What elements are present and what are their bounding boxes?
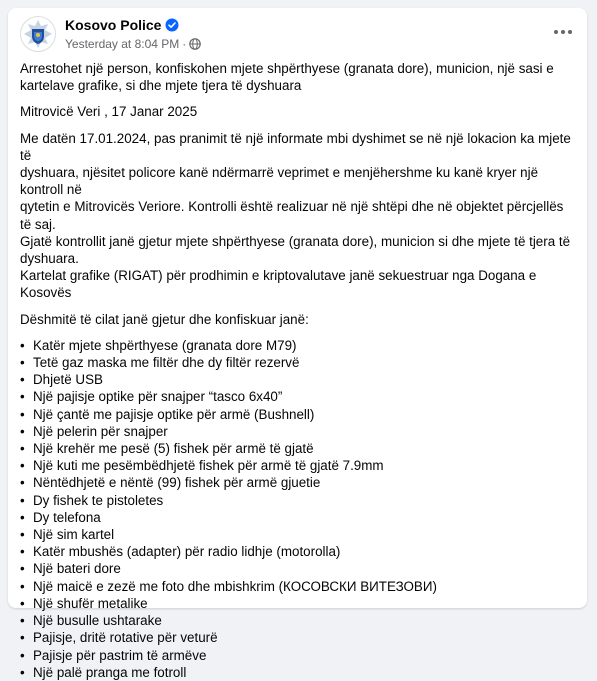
more-options-icon[interactable]: [551, 20, 575, 44]
body-line: Me datën 17.01.2024, pas pranimit të një informate mbi dyshimet se në një lokacion ka mjete të: [20, 130, 571, 163]
body-line: Kartelat grafike (RIGAT) për prodhimin e kriptovalutave janë sekuestruar nga Dogana e Kosovës: [20, 268, 537, 301]
bullet-icon: •: [20, 630, 25, 646]
bullet-icon: •: [20, 613, 25, 629]
list-item-text: Një busulle ushtarake: [33, 613, 162, 629]
list-item-text: Katër mbushës (adapter) për radio lidhje (motorolla): [33, 544, 341, 560]
post-meta: [65, 36, 201, 52]
list-item: [20, 509, 578, 526]
list-item-text: Një krehër me pesë (5) fishek për armë të gjatë: [33, 441, 314, 457]
list-item-text: Pajisje, dritë rotative për veturë: [33, 630, 218, 646]
list-item: [20, 629, 578, 646]
bullet-icon: •: [20, 509, 25, 525]
list-item: [20, 664, 578, 681]
list-item: [20, 526, 578, 543]
list-item: [20, 560, 578, 577]
bullet-icon: •: [20, 458, 25, 474]
list-item: [20, 492, 578, 509]
bullet-icon: •: [20, 527, 25, 543]
bullet-icon: •: [20, 406, 25, 422]
list-item-text: Nëntëdhjetë e nëntë (99) fishek për armë gjuetie: [33, 475, 321, 491]
body-line: dyshuara, njësitet policore kanë ndërmarrë veprimet e menjëhershme ku kanë kryer një kontroll në: [20, 165, 539, 198]
post-headline: Arrestohet një person, konfiskohen mjete shpërthyese (granata dore), municion, një sasi e kartelave grafike, si dhe mjete tjera të dyshuara: [20, 61, 554, 94]
list-item-text: Një bateri dore: [33, 561, 121, 577]
bullet-icon: •: [20, 441, 25, 457]
post-header: [8, 8, 587, 58]
page-name[interactable]: [65, 16, 179, 34]
list-item: [20, 423, 578, 440]
list-item-text: Një pelerin për snajper: [33, 423, 168, 439]
page-avatar[interactable]: [20, 16, 56, 52]
post-dateline: Mitrovicë Veri , 17 Janar 2025: [20, 104, 198, 120]
list-item: [20, 578, 578, 595]
evidence-list: [20, 337, 578, 681]
post-paragraph: [20, 130, 578, 302]
bullet-icon: •: [20, 595, 25, 611]
list-item: [20, 543, 578, 560]
post-timestamp[interactable]: Yesterday at 8:04 PM: [65, 37, 180, 51]
bullet-icon: •: [20, 372, 25, 388]
list-item-text: Një çantë me pajisje optike për armë (Bushnell): [33, 406, 315, 422]
post-card: [8, 8, 587, 680]
bullet-icon: •: [20, 337, 25, 353]
bullet-icon: •: [20, 647, 25, 663]
list-item: [20, 457, 578, 474]
body-line: dyshuara.: [20, 251, 79, 267]
bullet-icon: •: [20, 355, 25, 371]
list-item: [20, 406, 578, 423]
list-item-text: Një sim kartel: [33, 527, 115, 543]
list-item-text: Katër mjete shpërthyese (granata dore M79): [33, 337, 297, 353]
verified-badge-icon: [165, 18, 179, 32]
list-item-text: Tetë gaz maska me filtër dhe dy filtër rezervë: [33, 355, 300, 371]
bullet-icon: •: [20, 389, 25, 405]
page-name-label[interactable]: Kosovo Police: [65, 17, 162, 33]
globe-icon: [189, 38, 201, 50]
list-item-text: Një palë pranga me fotroll: [33, 664, 187, 680]
list-item: [20, 440, 578, 457]
list-item: [20, 371, 578, 388]
list-item: [20, 354, 578, 371]
list-item-text: Pajisje për pastrim të armëve: [33, 647, 207, 663]
body-line: qytetin e Mitrovicës Veriore. Kontrolli është realizuar në një shtëpi dhe në objektet përcjellës të saj.: [20, 199, 564, 232]
list-item-text: Dy fishek te pistoletes: [33, 492, 164, 508]
body-line: Gjatë kontrollit janë gjetur mjete shpërthyese (granata dore), municion si dhe mjete të tjera të: [20, 233, 571, 249]
police-logo-icon: [21, 17, 55, 51]
bullet-icon: •: [20, 423, 25, 439]
evidence-heading: Dëshmitë të cilat janë gjetur dhe konfiskuar janë:: [20, 311, 309, 327]
list-item-text: Një kuti me pesëmbëdhjetë fishek për armë të gjatë 7.9mm: [33, 458, 384, 474]
list-item: [20, 595, 578, 612]
list-item-text: Një shufër metalike: [33, 595, 148, 611]
bullet-icon: •: [20, 475, 25, 491]
meta-separator: ·: [182, 37, 187, 51]
list-item-text: Dhjetë USB: [33, 372, 103, 388]
list-item: [20, 388, 578, 405]
bullet-icon: •: [20, 578, 25, 594]
list-item: [20, 474, 578, 491]
list-item-text: Një maicë e zezë me foto dhe mbishkrim (КОСОВСКИ ВИТЕЗОВИ): [33, 578, 437, 594]
list-item-text: Dy telefona: [33, 509, 101, 525]
list-item-text: Një pajisje optike për snajper “tasco 6x40”: [33, 389, 283, 405]
bullet-icon: •: [20, 492, 25, 508]
post-body: [20, 60, 578, 681]
bullet-icon: •: [20, 561, 25, 577]
list-item: [20, 337, 578, 354]
bullet-icon: •: [20, 664, 25, 680]
list-item: [20, 612, 578, 629]
list-item: [20, 647, 578, 664]
bullet-icon: •: [20, 544, 25, 560]
